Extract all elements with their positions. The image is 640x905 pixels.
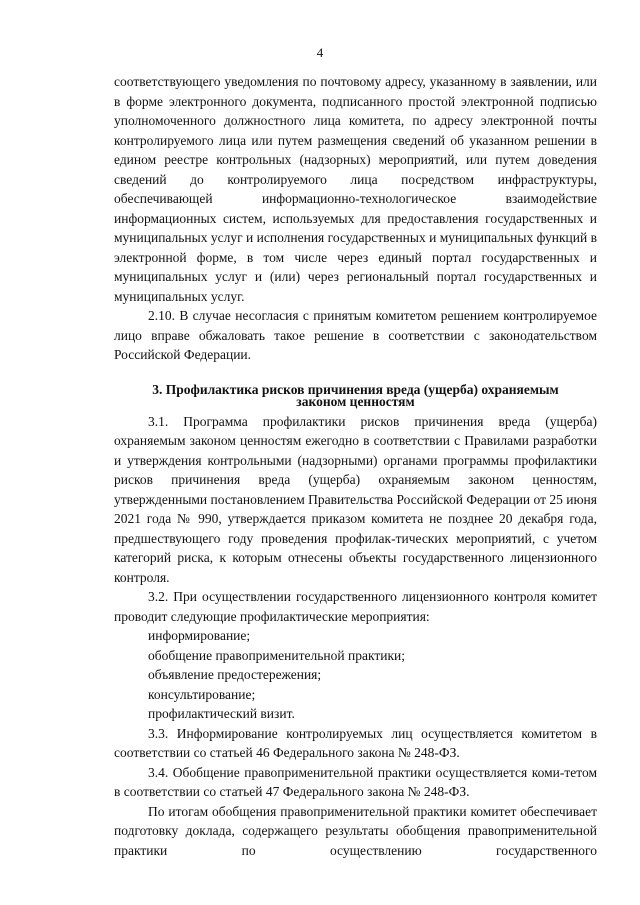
page-number: 4 [316,45,324,60]
paragraph-3-4: 3.4. Обобщение правоприменительной практики осуществляется коми-тетом в соответствии со статьей 47 Федерального закона № 248-ФЗ. [114,764,597,799]
paragraph-3-3: 3.3. Информирование контролируемых лиц осуществляется комитетом в соответствии со статьей 46 Федерального закона № 248-ФЗ. [114,725,597,760]
list-item: информирование; [148,628,251,643]
document-body [114,72,597,860]
list-item: обобщение правоприменительной практики; [148,647,405,663]
list-item: консультирование; [148,686,256,702]
paragraph-notification-continuation: соответствующего уведомления по почтовому адресу, указанному в заявлении, или в форме электронного документа, подписанного простой электронной подписью уполномоченного должностного лица комитета, по адресу электронной почты контролируемого лица или путем размещения сведений об указанном решении в едином реестре контрольных (надзорных) мероприятий, или путем доведения сведений до контролируемого лица посредством инфраструктуры, обеспечивающей информационно-технологическое взаимодействие информационных систем, используемых для предоставления государственных и муниципальных услуг и исполнения государственных и муниципальных функций в электронной форме, в том числе через единый портал государственных и муниципальных услуг и (или) через региональный портал государственных и муниципальных услуг. [114,74,597,304]
paragraph-3-2: 3.2. При осуществлении государственного лицензионного контроля комитет проводит следующие профилактические мероприятия: [114,589,597,624]
paragraph-2-10: 2.10. В случае несогласия с принятым комитетом решением контролируемое лицо вправе обжаловать такое решение в соответствии с законодательством Российской Федерации. [114,308,597,362]
section-heading [114,381,597,412]
paragraph-3-1: 3.1. Программа профилактики рисков причинения вреда (ущерба) охраняемым законом ценностям ежегодно в соответствии с Правилами разработки и утверждения контрольными (надзорными) органами программы профилактики рисков причинения вреда (ущерба) охраняемым законом ценностям, утвержденными постановлением Правительства Российской Федерации от 25 июня 2021 года № 990, утверждается приказом комитета не позднее 20 декабря года, предшествующего году проведения профилак-тических мероприятий, с учетом категорий риска, к которым отнесены объекты государственного лицензионного контроля. [114,413,597,585]
section-heading-line-1: 3. Профилактика рисков причинения вреда (ущерба) охраняемым [152,381,559,397]
paragraph-final: По итогам обобщения правоприменительной практики комитет обеспечивает подготовку доклада, содержащего результаты обобщения правоприменительной практики по осуществлению государственного [114,803,597,858]
list-item: профилактический визит. [148,706,295,721]
list-item: объявление предостережения; [148,667,322,682]
measures-list [114,626,597,724]
section-heading-line-2: законом ценностям [296,393,415,409]
